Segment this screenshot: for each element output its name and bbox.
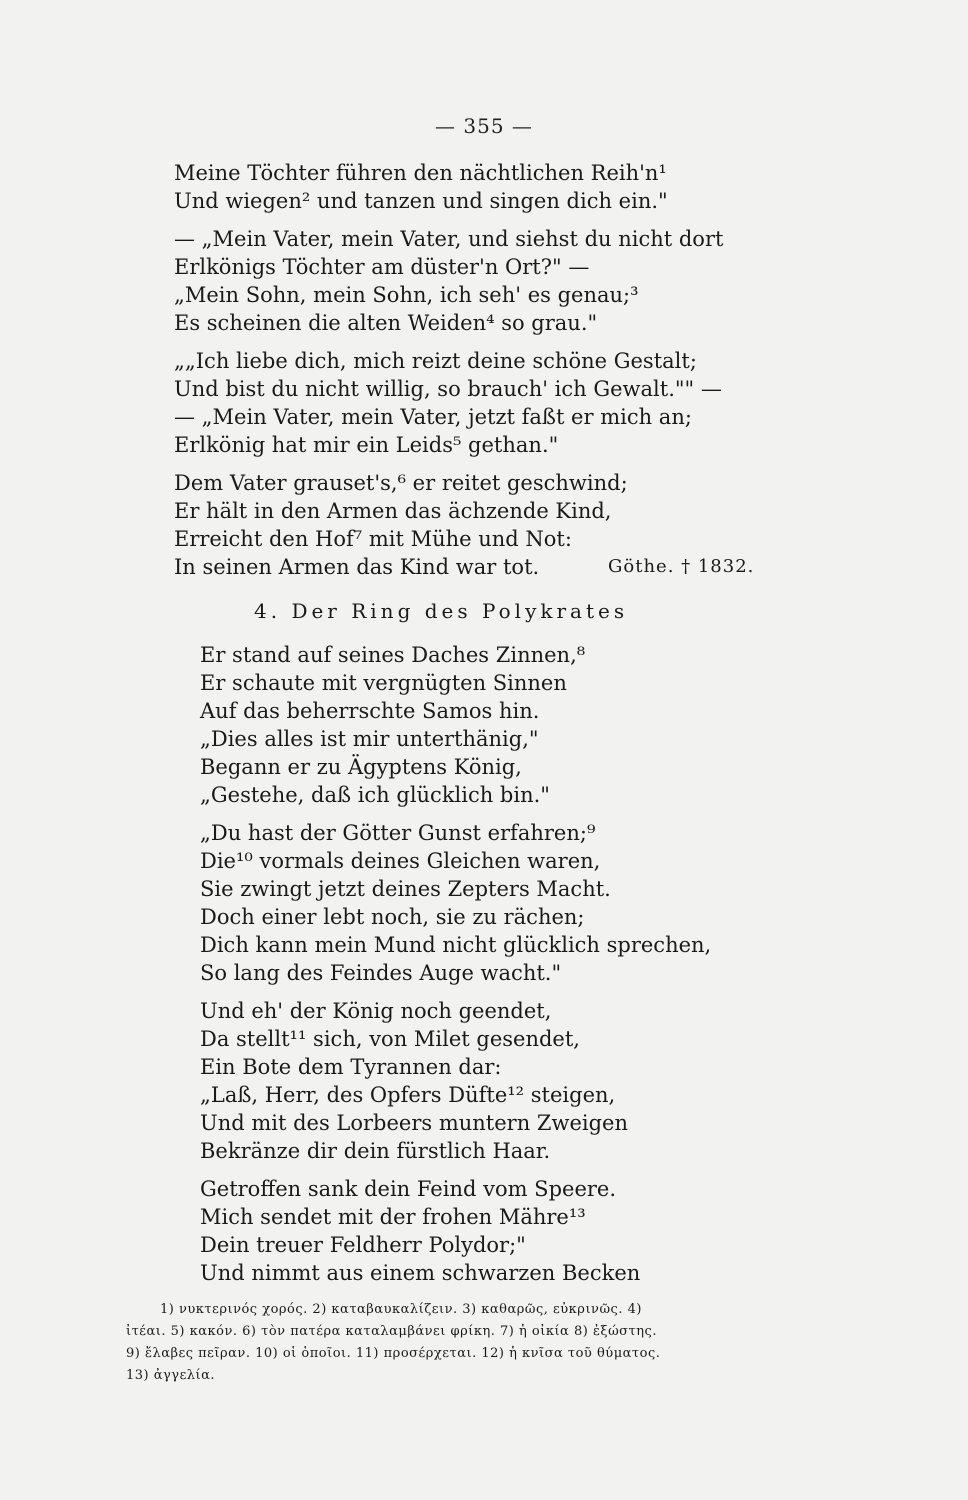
verse-line: Da stellt¹¹ sich, von Milet gesendet, bbox=[200, 1027, 580, 1051]
page-number: — 355 — bbox=[435, 114, 533, 138]
verse-line: So lang des Feindes Auge wacht." bbox=[200, 961, 562, 985]
author-attribution: Göthe. † 1832. bbox=[608, 556, 755, 577]
verse-line: Erlkönigs Töchter am düster'n Ort?" — bbox=[174, 255, 590, 279]
verse-line: Dich kann mein Mund nicht glücklich sprechen, bbox=[200, 933, 712, 957]
verse-line: Er schaute mit vergnügten Sinnen bbox=[200, 671, 567, 695]
verse-line: Sie zwingt jetzt deines Zepters Macht. bbox=[200, 877, 611, 901]
verse-line: Die¹⁰ vormals deines Gleichen waren, bbox=[200, 849, 601, 873]
verse-line: Mich sendet mit der frohen Mähre¹³ bbox=[200, 1205, 586, 1229]
verse-line: Es scheinen die alten Weiden⁴ so grau." bbox=[174, 311, 598, 335]
verse-line: „„Ich liebe dich, mich reizt deine schöne Gestalt; bbox=[174, 349, 697, 373]
verse-line: Meine Töchter führen den nächtlichen Reih'n¹ bbox=[174, 161, 667, 185]
footnote-line: 13) ἀγγελία. bbox=[126, 1368, 216, 1383]
verse-line: Und nimmt aus einem schwarzen Becken bbox=[200, 1261, 641, 1285]
footnote-line: 1) νυκτερινός χορός. 2) καταβαυκαλίζειν. 3) καθαρῶς, εὐκρινῶς. 4) bbox=[160, 1302, 642, 1317]
verse-line: Begann er zu Ägyptens König, bbox=[200, 755, 522, 779]
footnote-line: ἰτέαι. 5) κακόν. 6) τὸν πατέρα καταλαμβάνει φρίκη. 7) ἡ οἰκία 8) ἐξώστης. bbox=[126, 1324, 657, 1339]
verse-line: „Gestehe, daß ich glücklich bin." bbox=[200, 783, 550, 807]
verse-line: Er hält in den Armen das ächzende Kind, bbox=[174, 499, 612, 523]
verse-line: Dein treuer Feldherr Polydor;" bbox=[200, 1233, 526, 1257]
verse-line: Doch einer lebt noch, sie zu rächen; bbox=[200, 905, 585, 929]
footnote-line: 9) ἔλαβες πεῖραν. 10) οἱ ὁποῖοι. 11) προσέρχεται. 12) ἡ κνῖσα τοῦ θύματος. bbox=[126, 1346, 661, 1361]
verse-line: Und mit des Lorbeers muntern Zweigen bbox=[200, 1111, 628, 1135]
verse-line: Auf das beherrschte Samos hin. bbox=[200, 699, 540, 723]
verse-line: Dem Vater grauset's,⁶ er reitet geschwind; bbox=[174, 471, 628, 495]
verse-line: — „Mein Vater, mein Vater, und siehst du nicht dort bbox=[174, 227, 724, 251]
verse-line: Getroffen sank dein Feind vom Speere. bbox=[200, 1177, 617, 1201]
poem-title: 4. Der Ring des Polykrates bbox=[254, 599, 629, 623]
verse-line: „Mein Sohn, mein Sohn, ich seh' es genau;³ bbox=[174, 283, 639, 307]
verse-line: Erreicht den Hof⁷ mit Mühe und Not: bbox=[174, 527, 572, 551]
verse-line: Er stand auf seines Daches Zinnen,⁸ bbox=[200, 643, 586, 667]
verse-line: Und eh' der König noch geendet, bbox=[200, 999, 552, 1023]
verse-line: Und bist du nicht willig, so brauch' ich Gewalt."" — bbox=[174, 377, 722, 401]
verse-line: Und wiegen² und tanzen und singen dich ein." bbox=[174, 189, 668, 213]
verse-line: Ein Bote dem Tyrannen dar: bbox=[200, 1055, 502, 1079]
verse-line: In seinen Armen das Kind war tot. bbox=[174, 555, 540, 579]
verse-line: „Dies alles ist mir unterthänig," bbox=[200, 727, 539, 751]
verse-line: Bekränze dir dein fürstlich Haar. bbox=[200, 1139, 551, 1163]
verse-line: „Laß, Herr, des Opfers Düfte¹² steigen, bbox=[200, 1083, 616, 1107]
verse-line: Erlkönig hat mir ein Leids⁵ gethan." bbox=[174, 433, 559, 457]
verse-line: — „Mein Vater, mein Vater, jetzt faßt er mich an; bbox=[174, 405, 692, 429]
verse-line: „Du hast der Götter Gunst erfahren;⁹ bbox=[200, 821, 596, 845]
